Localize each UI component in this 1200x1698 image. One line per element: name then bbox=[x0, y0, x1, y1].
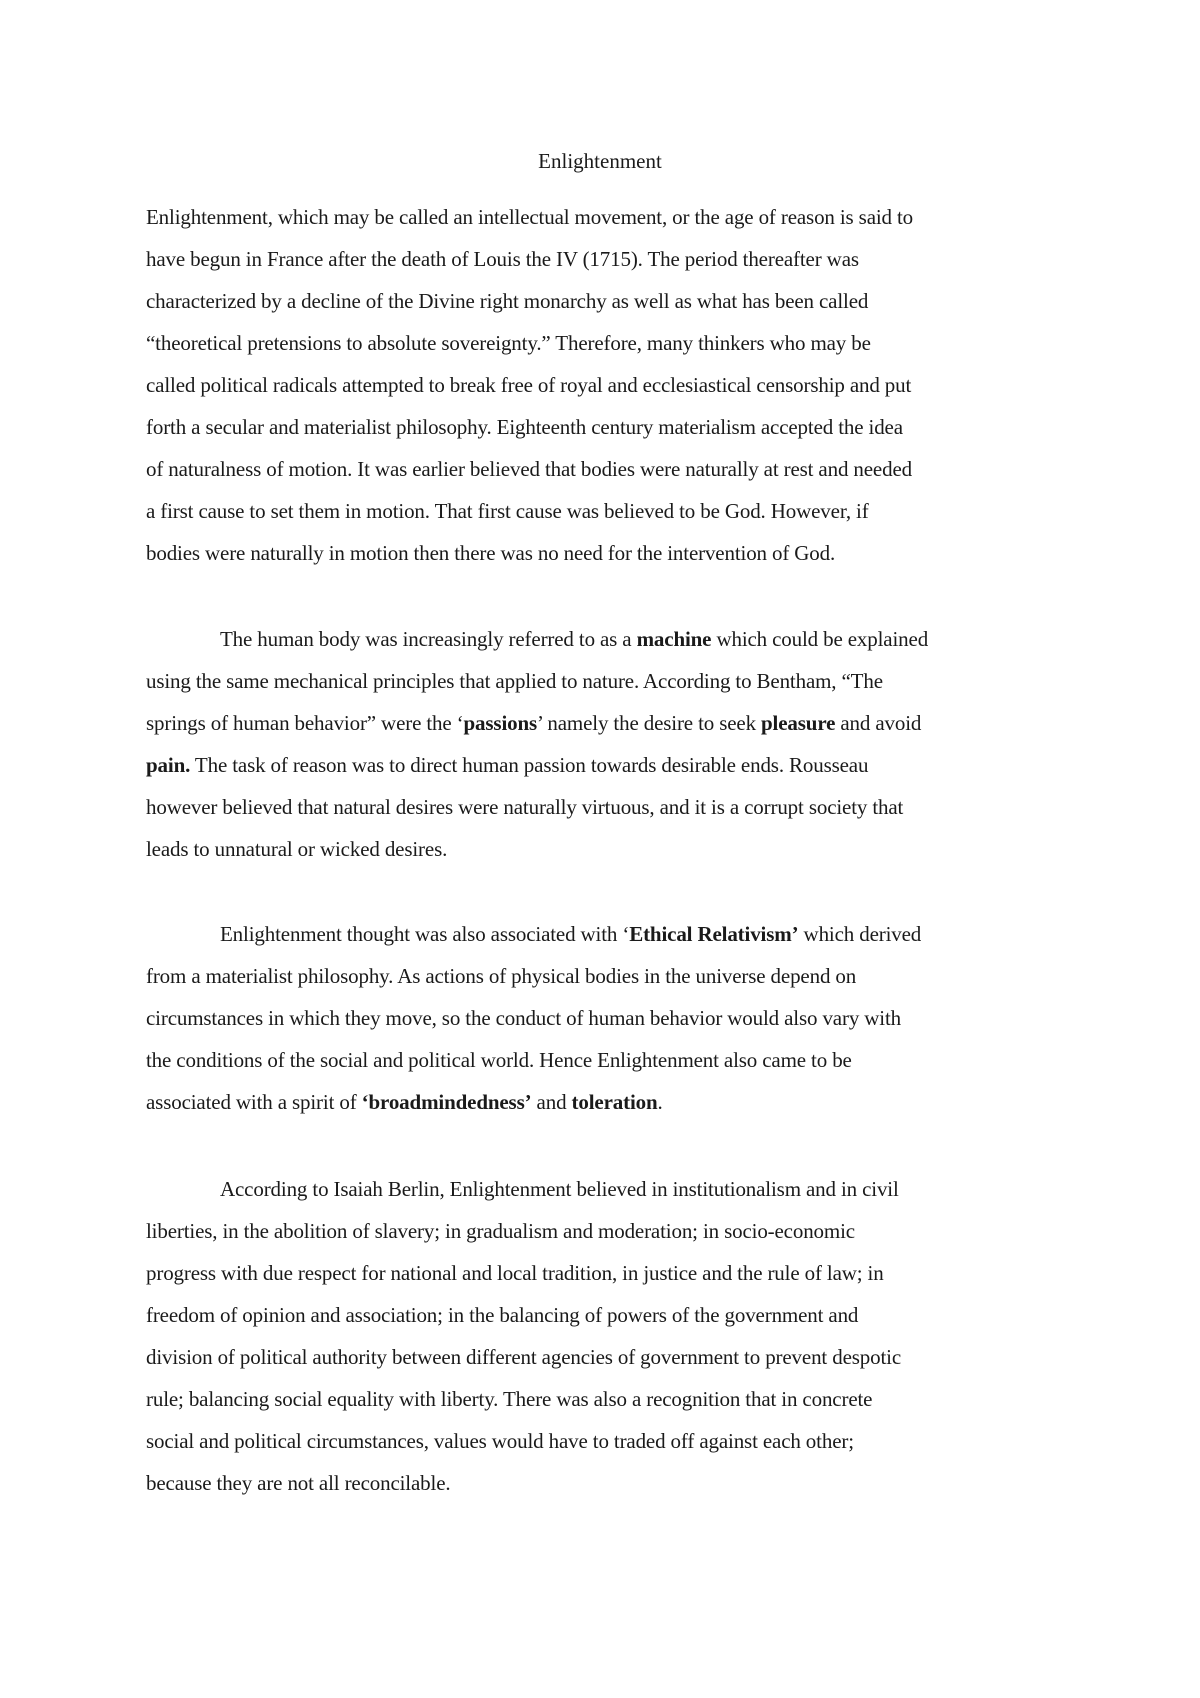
text-run: liberties, in the abolition of slavery; in gradualism and moderation; in socio-economic bbox=[146, 1219, 855, 1243]
text-line bbox=[146, 828, 1076, 870]
text-line bbox=[146, 955, 1076, 997]
text-run: The human body was increasingly referred to as a bbox=[220, 627, 637, 651]
text-line bbox=[146, 660, 1076, 702]
bold-text-run: machine bbox=[636, 627, 712, 651]
text-run: bodies were naturally in motion then there was no need for the intervention of God. bbox=[146, 541, 836, 565]
text-line bbox=[146, 238, 1076, 280]
bold-text-run: pain. bbox=[146, 753, 191, 777]
text-run: which derived bbox=[798, 922, 922, 946]
text-line bbox=[146, 1336, 1076, 1378]
text-run: which could be explained bbox=[711, 627, 929, 651]
text-line bbox=[146, 532, 1076, 574]
text-run: and bbox=[531, 1090, 572, 1114]
text-run: forth a secular and materialist philosophy. Eighteenth century materialism accepted the idea bbox=[146, 415, 903, 439]
text-run: of naturalness of motion. It was earlier believed that bodies were naturally at rest and needed bbox=[146, 457, 912, 481]
text-line bbox=[146, 1210, 1076, 1252]
text-line bbox=[146, 406, 1076, 448]
text-line bbox=[146, 1420, 1076, 1462]
paragraph-3 bbox=[146, 913, 1076, 1123]
text-run: The task of reason was to direct human passion towards desirable ends. Rousseau bbox=[190, 753, 869, 777]
text-run: because they are not all reconcilable. bbox=[146, 1471, 451, 1495]
bold-text-run: passions bbox=[463, 711, 538, 735]
text-run: According to Isaiah Berlin, Enlightenment believed in institutionalism and in civil bbox=[220, 1177, 899, 1201]
text-run: ’ namely the desire to seek bbox=[537, 711, 762, 735]
text-run: from a materialist philosophy. As actions of physical bodies in the universe depend on bbox=[146, 964, 857, 988]
text-run: division of political authority between different agencies of government to prevent despotic bbox=[146, 1345, 901, 1369]
text-line bbox=[146, 1081, 1076, 1123]
text-run: social and political circumstances, values would have to traded off against each other; bbox=[146, 1429, 854, 1453]
text-line bbox=[146, 1168, 1076, 1210]
paragraph-1 bbox=[146, 196, 1076, 574]
text-run: using the same mechanical principles that applied to nature. According to Bentham, “The bbox=[146, 669, 883, 693]
text-line bbox=[146, 1294, 1076, 1336]
text-line bbox=[146, 618, 1076, 660]
paragraph-2 bbox=[146, 618, 1076, 870]
text-run: have begun in France after the death of Louis the IV (1715). The period thereafter was bbox=[146, 247, 859, 271]
text-line bbox=[146, 280, 1076, 322]
text-run: progress with due respect for national and local tradition, in justice and the rule of law; in bbox=[146, 1261, 884, 1285]
text-line bbox=[146, 1462, 1076, 1504]
text-line bbox=[146, 322, 1076, 364]
text-line bbox=[146, 448, 1076, 490]
text-line bbox=[146, 196, 1076, 238]
text-run: and avoid bbox=[835, 711, 922, 735]
text-run: springs of human behavior” were the ‘ bbox=[146, 711, 464, 735]
text-line bbox=[146, 364, 1076, 406]
bold-text-run: Ethical Relativism’ bbox=[629, 922, 799, 946]
document-title: Enlightenment bbox=[538, 149, 662, 173]
text-line bbox=[146, 913, 1076, 955]
text-line bbox=[146, 1252, 1076, 1294]
text-run: . bbox=[657, 1090, 663, 1114]
paragraph-4 bbox=[146, 1168, 1076, 1504]
text-run: associated with a spirit of bbox=[146, 1090, 362, 1114]
text-line bbox=[146, 1039, 1076, 1081]
bold-text-run: pleasure bbox=[761, 711, 836, 735]
text-run: the conditions of the social and political world. Hence Enlightenment also came to be bbox=[146, 1048, 852, 1072]
text-run: rule; balancing social equality with liberty. There was also a recognition that in concrete bbox=[146, 1387, 873, 1411]
text-run: circumstances in which they move, so the conduct of human behavior would also vary with bbox=[146, 1006, 902, 1030]
text-run: called political radicals attempted to break free of royal and ecclesiastical censorship and put bbox=[146, 373, 912, 397]
text-line bbox=[146, 490, 1076, 532]
text-run: “theoretical pretensions to absolute sovereignty.” Therefore, many thinkers who may be bbox=[146, 331, 871, 355]
text-line bbox=[146, 786, 1076, 828]
text-run: freedom of opinion and association; in the balancing of powers of the government and bbox=[146, 1303, 859, 1327]
text-run: a first cause to set them in motion. That first cause was believed to be God. However, if bbox=[146, 499, 869, 523]
text-run: characterized by a decline of the Divine right monarchy as well as what has been called bbox=[146, 289, 869, 313]
text-run: leads to unnatural or wicked desires. bbox=[146, 837, 448, 861]
text-line bbox=[146, 744, 1076, 786]
text-run: Enlightenment thought was also associated with ‘ bbox=[220, 922, 630, 946]
text-line bbox=[146, 1378, 1076, 1420]
bold-text-run: ‘broadmindedness’ bbox=[361, 1090, 532, 1114]
text-run: however believed that natural desires were naturally virtuous, and it is a corrupt society that bbox=[146, 795, 904, 819]
text-line bbox=[146, 997, 1076, 1039]
text-run: Enlightenment, which may be called an intellectual movement, or the age of reason is said to bbox=[146, 205, 914, 229]
bold-text-run: toleration bbox=[571, 1090, 658, 1114]
text-line bbox=[146, 702, 1076, 744]
